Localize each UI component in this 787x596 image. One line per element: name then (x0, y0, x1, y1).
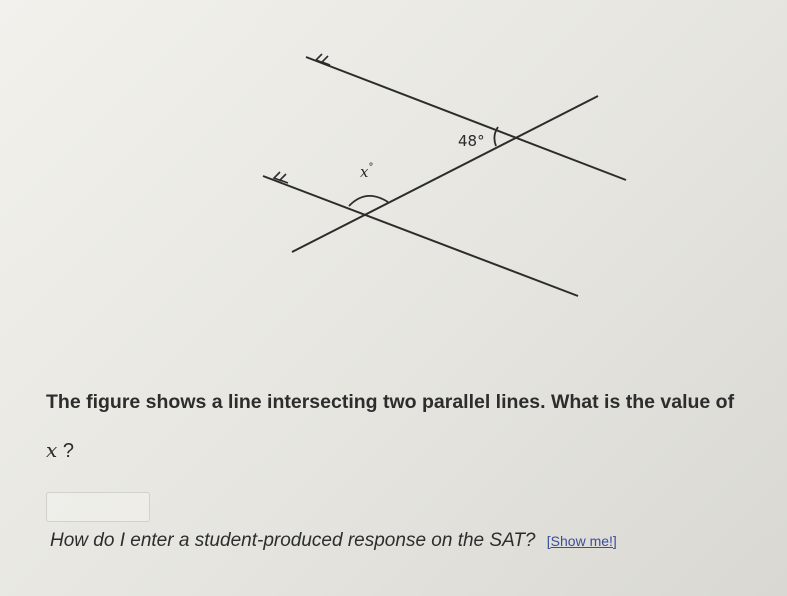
parallel-marker-upper-icon (316, 54, 330, 65)
show-me-link[interactable]: [Show me!] (546, 533, 617, 549)
help-line (50, 530, 617, 552)
question-text: The figure shows a line intersecting two parallel lines. What is the value of (46, 391, 735, 413)
angle-arc-x (349, 196, 388, 206)
parallel-line-upper (306, 57, 626, 180)
angle-var-x: x (360, 163, 369, 181)
question-mark: ? (57, 440, 74, 462)
angle-label-48: 48° (458, 132, 485, 150)
question-variable: x (46, 438, 58, 462)
question-variable-line (46, 438, 74, 463)
transversal-line (292, 96, 598, 252)
help-text: How do I enter a student-produced response on the SAT? (50, 530, 536, 551)
parallel-line-lower (263, 176, 578, 296)
angle-var-degree: ° (368, 162, 374, 173)
angle-label-x (360, 162, 373, 181)
answer-input[interactable] (46, 492, 150, 522)
